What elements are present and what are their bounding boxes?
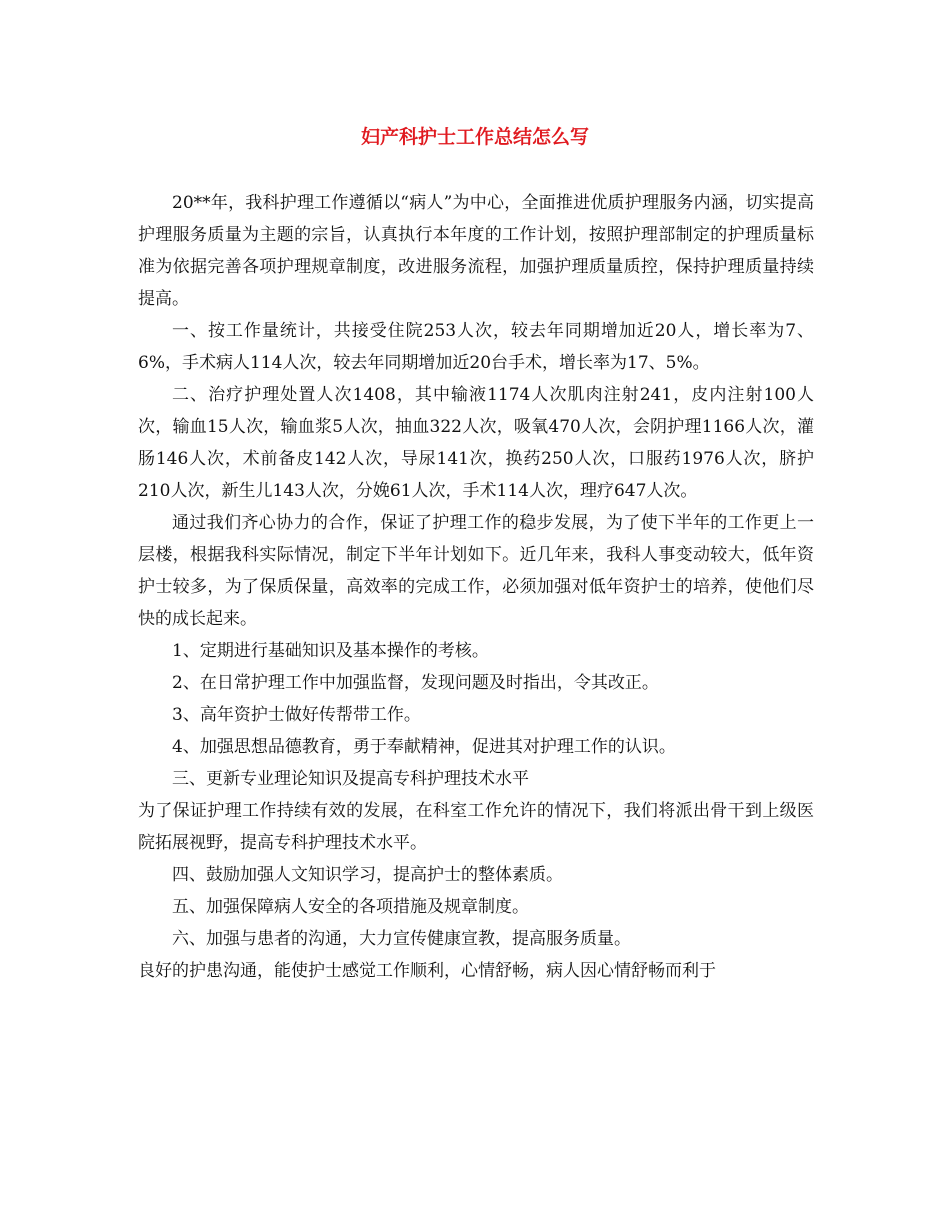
paragraph-intro: 20**年，我科护理工作遵循以“病人”为中心，全面推进优质护理服务内涵，切实提高护理服务质量为主题的宗旨，认真执行本年度的工作计划，按照护理部制定的护理质量标准为依据完善各项护理规章制度，改进服务流程，加强护理质量质控，保持护理质量持续提高。	[138, 193, 814, 309]
list-item-2: 2、在日常护理工作中加强监督，发现问题及时指出，令其改正。	[172, 673, 659, 693]
paragraph-treatment: 二、治疗护理处置人次1408，其中输液1174人次肌肉注射241，皮内注射100人次，输血15人次，输血浆5人次，抽血322人次，吸氧470人次，会阴护理1166人次，灌肠146人次，术前备皮142人次，导尿141次，换药250人次，口服药1976人次，脐护210人次，新生儿143人次，分娩61人次，手术114人次，理疗647人次。	[138, 385, 814, 501]
paragraph-communication: 良好的护患沟通，能使护士感觉工作顺利，心情舒畅，病人因心情舒畅而利于	[138, 961, 716, 981]
section-heading-5: 五、加强保障病人安全的各项措施及规章制度。	[172, 897, 529, 917]
list-item-4: 4、加强思想品德教育，勇于奉献精神，促进其对护理工作的认识。	[172, 737, 676, 757]
section-heading-6: 六、加强与患者的沟通，大力宣传健康宣教，提高服务质量。	[172, 929, 631, 949]
paragraph-workload: 一、按工作量统计，共接受住院253人次，较去年同期增加近20人，增长率为7、6%，手术病人114人次，较去年同期增加近20台手术，增长率为17、5%。	[138, 321, 814, 373]
paragraph-training: 为了保证护理工作持续有效的发展，在科室工作允许的情况下，我们将派出骨干到上级医院拓展视野，提高专科护理技术水平。	[138, 801, 814, 853]
section-heading-3: 三、更新专业理论知识及提高专科护理技术水平	[172, 769, 529, 789]
list-item-3: 3、高年资护士做好传帮带工作。	[172, 705, 421, 725]
document-title: 妇产科护士工作总结怎么写	[360, 126, 589, 148]
section-heading-4: 四、鼓励加强人文知识学习，提高护士的整体素质。	[172, 865, 563, 885]
list-item-1: 1、定期进行基础知识及基本操作的考核。	[172, 641, 489, 661]
paragraph-plan: 通过我们齐心协力的合作，保证了护理工作的稳步发展，为了使下半年的工作更上一层楼，根据我科实际情况，制定下半年计划如下。近几年来，我科人事变动较大，低年资护士较多，为了保质保量，高效率的完成工作，必须加强对低年资护士的培养，使他们尽快的成长起来。	[138, 513, 814, 629]
document-body	[138, 187, 814, 987]
